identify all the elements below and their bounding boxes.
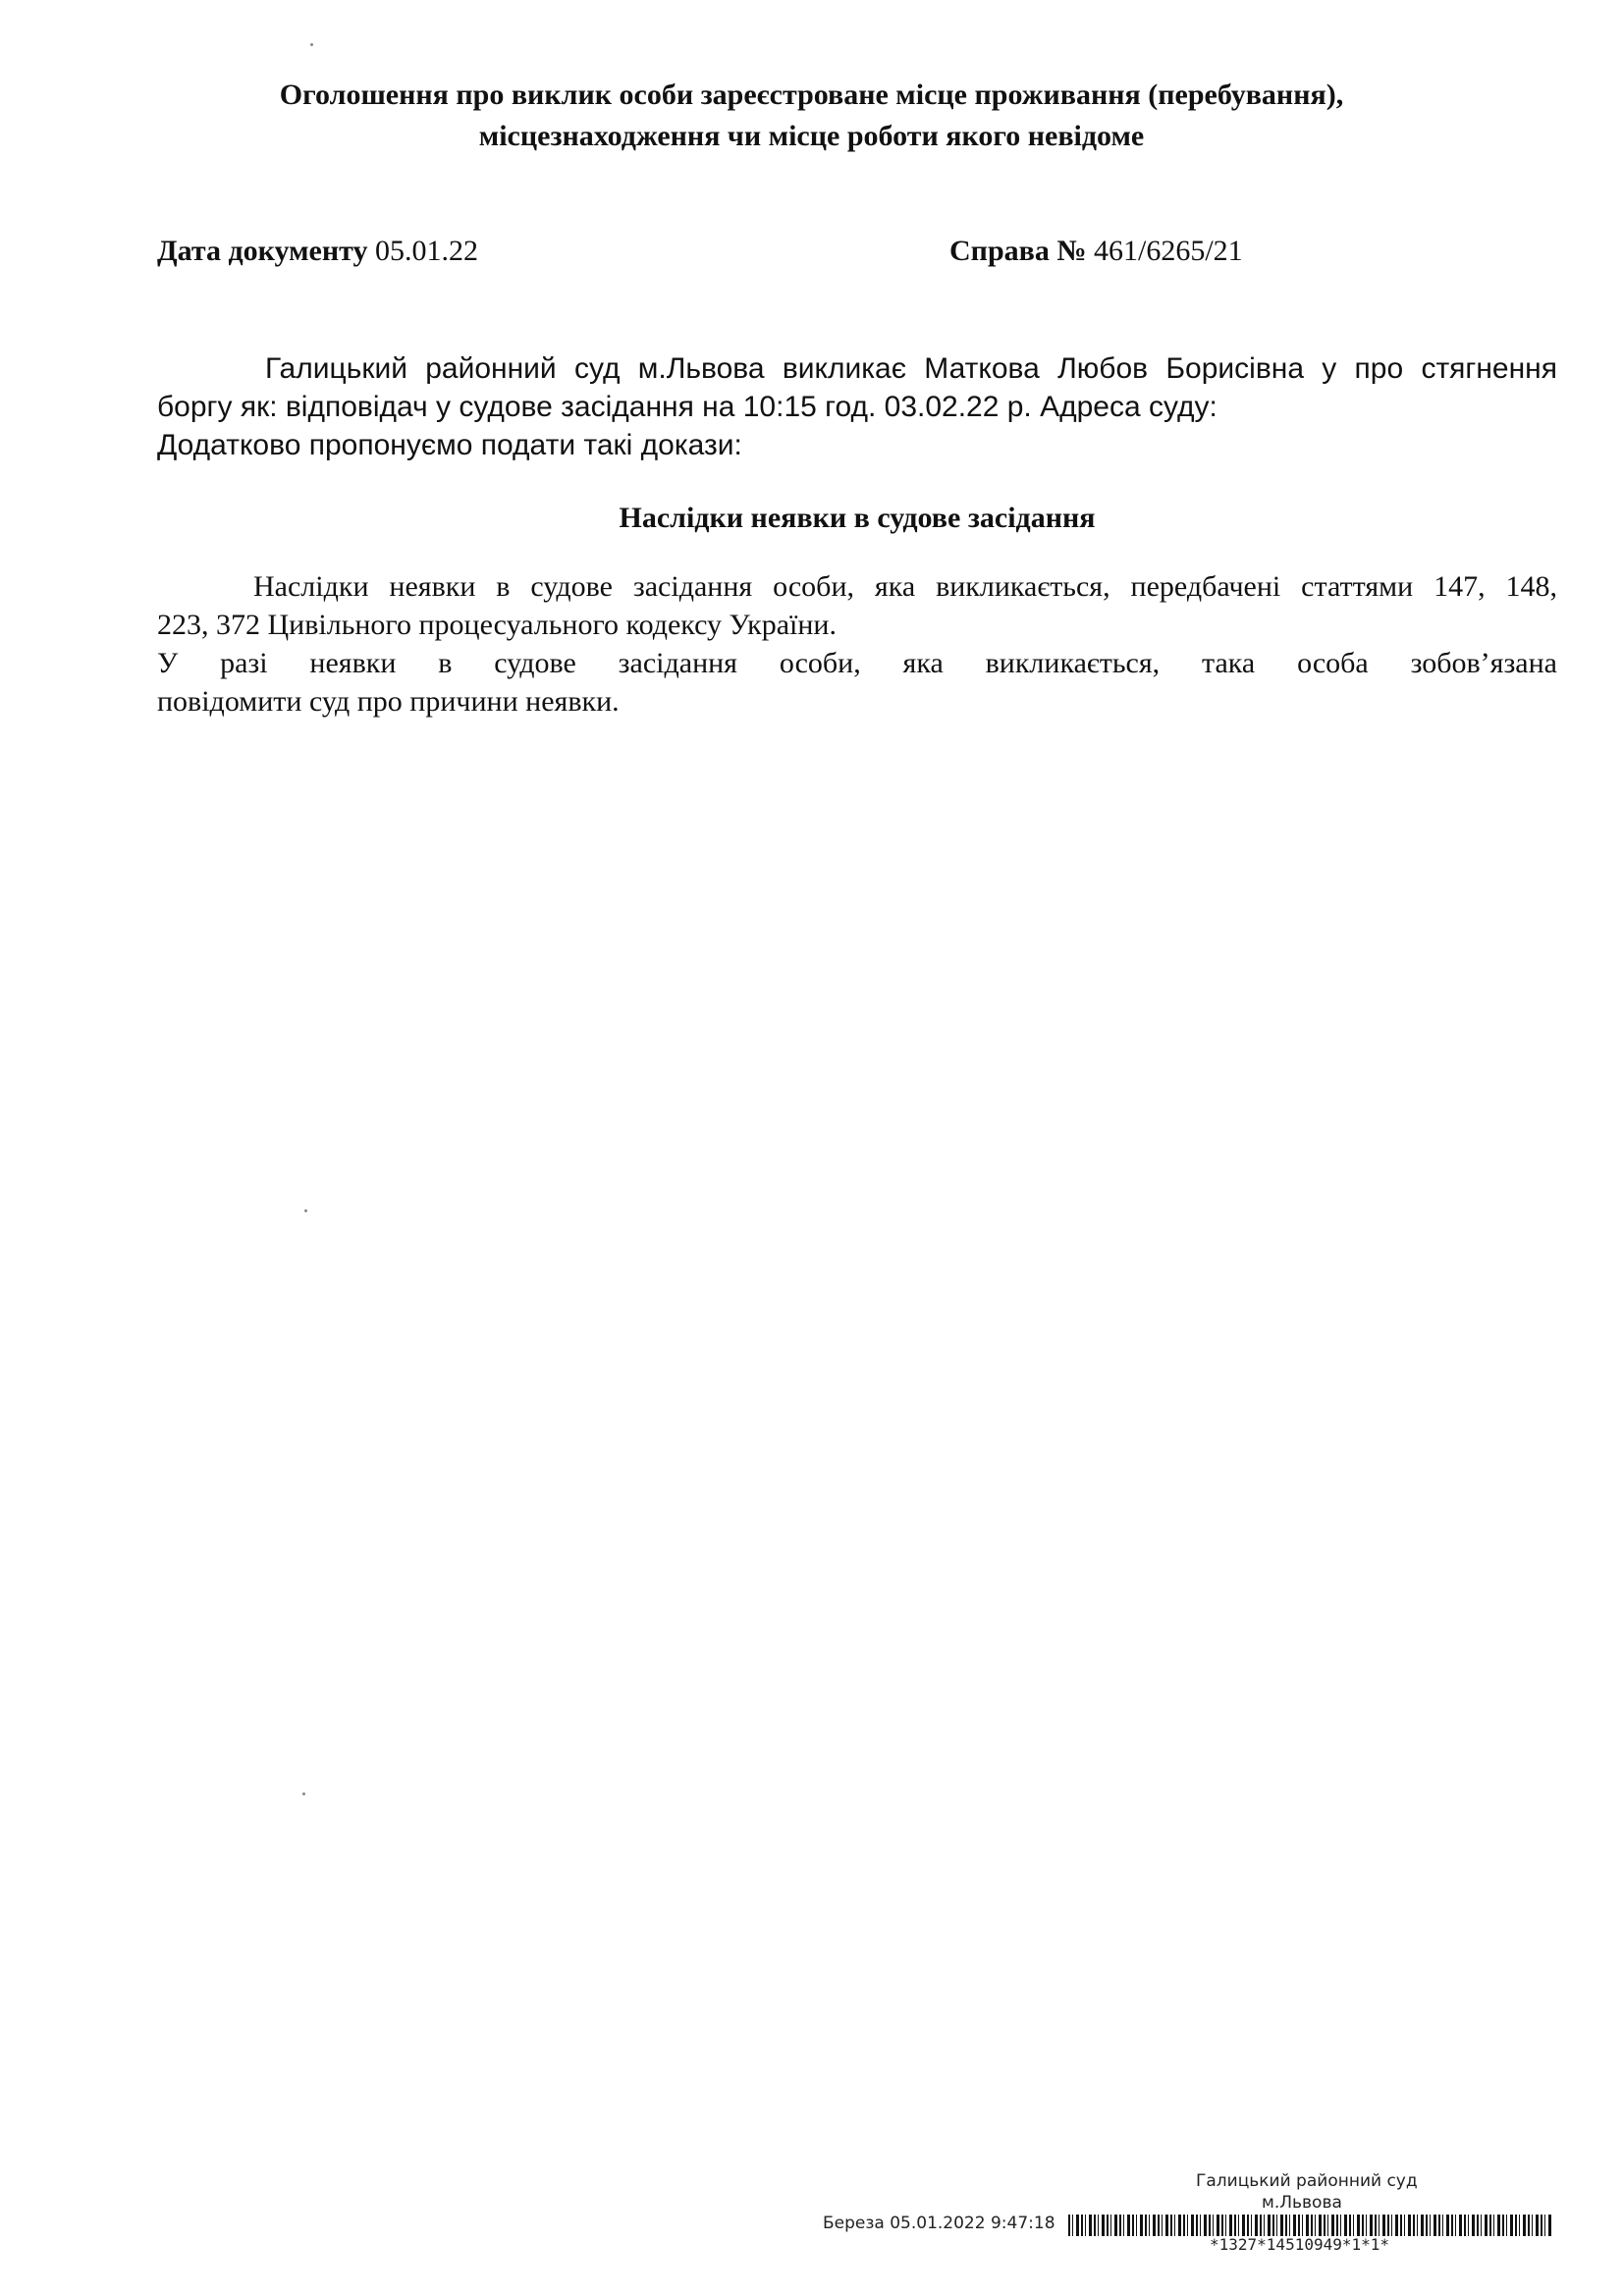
date-value: 05.01.22 — [374, 235, 478, 267]
barcode-caption: *1327*14510949*1*1* — [1210, 2235, 1390, 2254]
summons-line-2: боргу як: відповідач у судове засідання на 10:15 год. 03.02.22 р. Адреса суду: — [157, 391, 1217, 423]
document-date — [157, 232, 478, 271]
scan-speck — [304, 1209, 307, 1212]
scan-speck — [302, 1792, 305, 1795]
consequences-p1-line-1: Наслідки неявки в судове засідання особи, яка викликається, передбачені статтями 147, 148, — [253, 570, 1557, 603]
document-title — [157, 75, 1466, 157]
title-line-1: Оголошення про виклик особи зареєстроване місце проживання (перебування), — [279, 79, 1344, 111]
stamp-city: м.Львова — [1262, 2193, 1342, 2213]
consequences-p2-line-1: У разі неявки в судове засідання особи, яка викликається, така особа зобов’язана — [157, 647, 1557, 679]
stamp-court-name: Галицький районний суд — [1196, 2171, 1418, 2191]
consequences-paragraph-1 — [157, 567, 1557, 644]
summons-line-3: Додатково пропонуємо подати такі докази: — [157, 429, 742, 461]
date-label: Дата документу — [157, 235, 368, 267]
registration-barcode — [1068, 2215, 1551, 2236]
consequences-p1-line-2: 223, 372 Цивільного процесуального кодексу України. — [157, 609, 837, 641]
scan-speck — [310, 43, 313, 46]
stamp-registration-line: Береза 05.01.2022 9:47:18 — [823, 2214, 1055, 2233]
consequences-paragraph-2 — [157, 644, 1557, 721]
consequences-heading: Наслідки неявки в судове засідання — [619, 502, 1096, 534]
title-line-2: місцезнаходження чи місце роботи якого невідоме — [478, 120, 1145, 152]
case-number — [949, 232, 1243, 271]
summons-paragraph — [157, 349, 1557, 464]
case-label: Справа № — [949, 235, 1087, 267]
summons-line-1: Галицький районний суд м.Львова викликає Маткова Любов Борисівна у про стягнення — [265, 352, 1557, 385]
case-value: 461/6265/21 — [1093, 235, 1243, 267]
consequences-p2-line-2: повідомити суд про причини неявки. — [157, 685, 620, 718]
